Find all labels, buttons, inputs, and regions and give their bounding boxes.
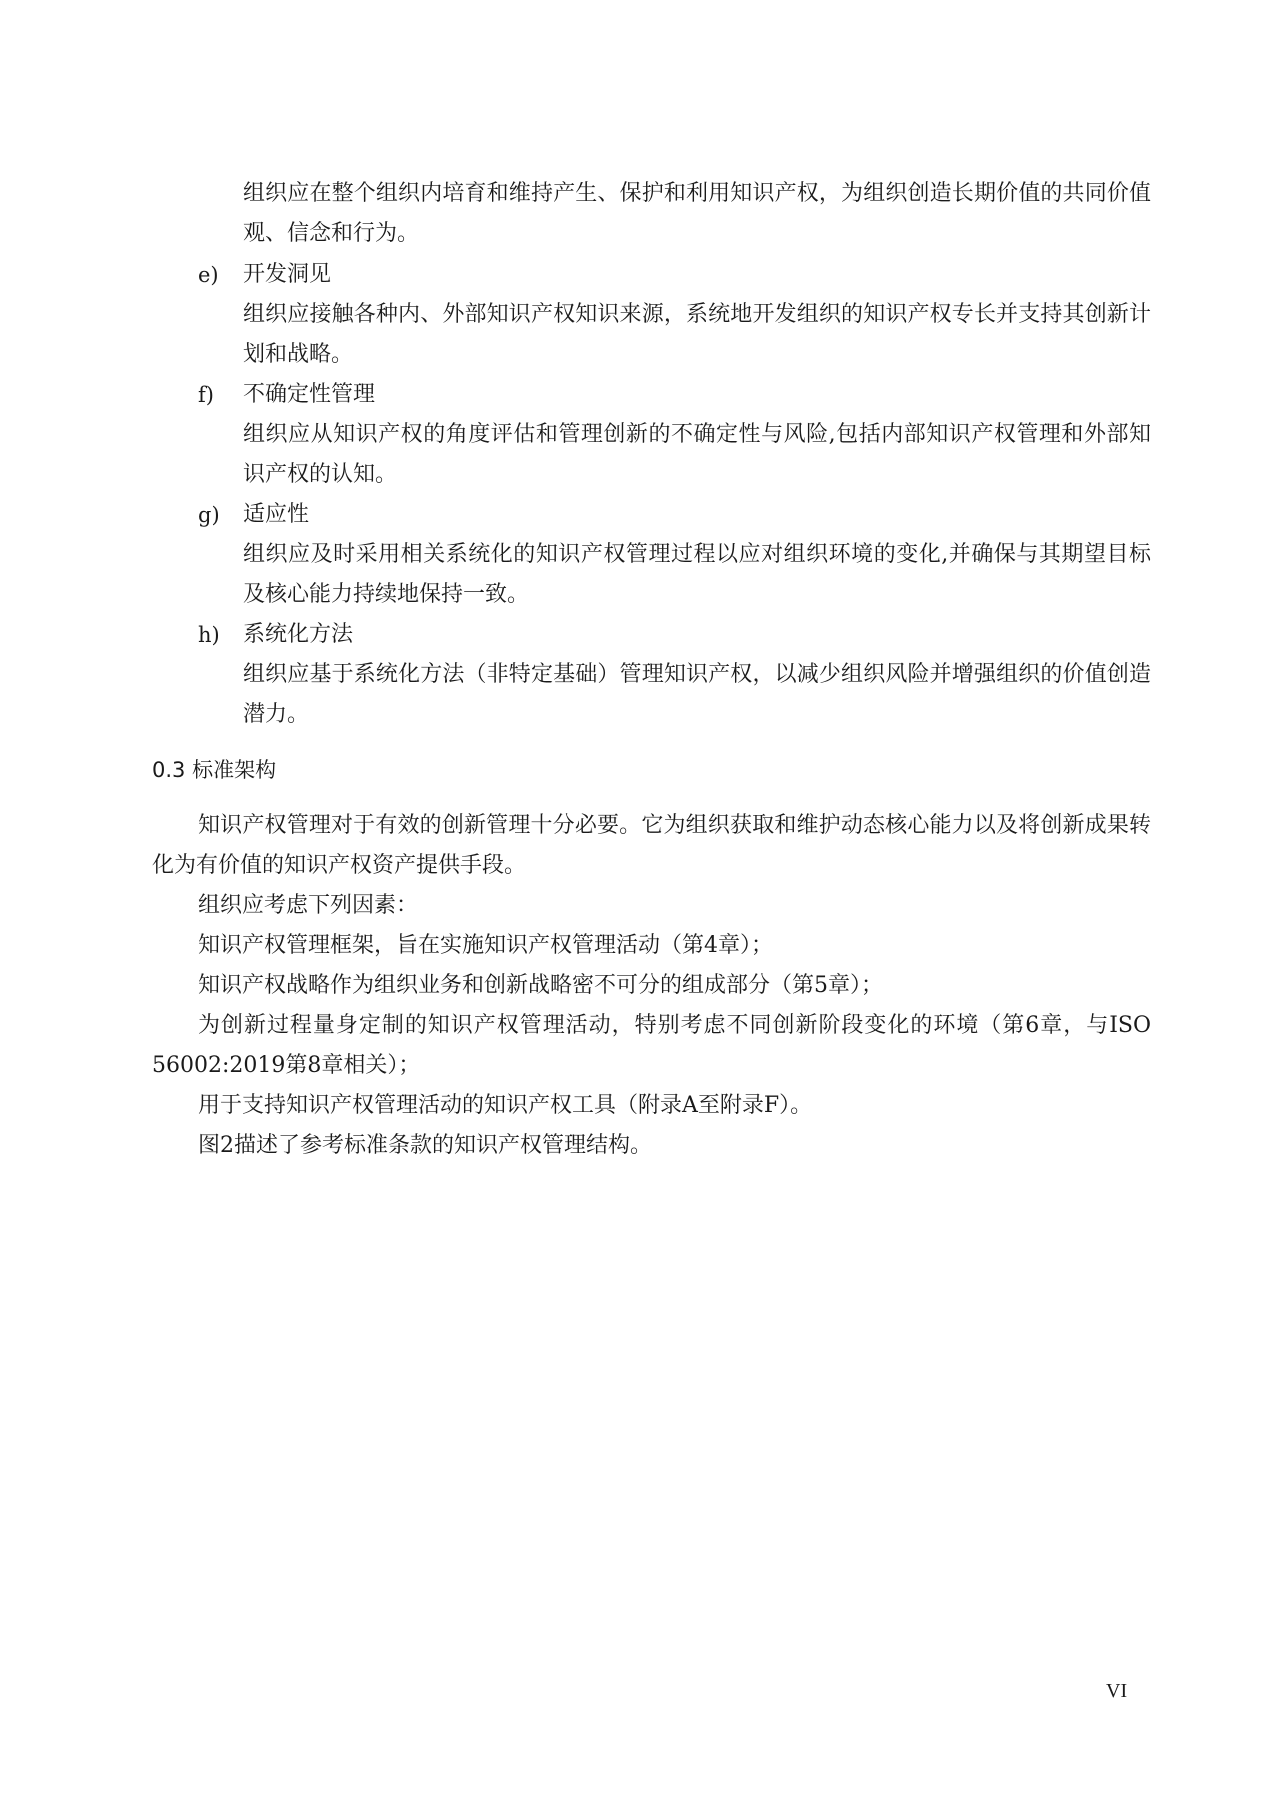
section-paragraph-line: 知识产权管理对于有效的创新管理十分必要。它为组织获取和维护动态核心能力以及将创新成果转 bbox=[198, 813, 1151, 838]
factor-item-continuation: 56002:2019第8章相关）； bbox=[152, 1053, 421, 1078]
figure-reference: 图2描述了参考标准条款的知识产权管理结构。 bbox=[198, 1133, 652, 1158]
list-item-marker: f) bbox=[198, 383, 214, 407]
page-number: VI bbox=[1106, 1680, 1128, 1702]
list-item-title: 开发洞见 bbox=[243, 262, 332, 287]
factor-item: 用于支持知识产权管理活动的知识产权工具（附录A至附录F）。 bbox=[198, 1093, 813, 1118]
list-item-body-line: 及核心能力持续地保持一致。 bbox=[243, 582, 530, 607]
list-item-body-line: 组织应从知识产权的角度评估和管理创新的不确定性与风险,包括内部知识产权管理和外部知 bbox=[243, 422, 1151, 447]
list-item-body-line: 划和战略。 bbox=[243, 342, 354, 367]
list-item-body-line: 组织应接触各种内、外部知识产权知识来源，系统地开发组织的知识产权专长并支持其创新计 bbox=[243, 302, 1151, 327]
section-heading: 0.3 标准架构 bbox=[152, 758, 277, 782]
intro-line-1: 组织应在整个组织内培育和维持产生、保护和利用知识产权，为组织创造长期价值的共同价值 bbox=[243, 181, 1151, 206]
factors-intro: 组织应考虑下列因素： bbox=[198, 893, 419, 918]
factor-item: 知识产权战略作为组织业务和创新战略密不可分的组成部分（第5章）； bbox=[198, 973, 883, 998]
list-item-title: 系统化方法 bbox=[243, 622, 354, 647]
factor-item: 知识产权管理框架，旨在实施知识产权管理活动（第4章）； bbox=[198, 933, 773, 958]
list-item-body-line: 识产权的认知。 bbox=[243, 462, 398, 487]
list-item-title: 不确定性管理 bbox=[243, 382, 376, 407]
list-item-body-line: 潜力。 bbox=[243, 702, 310, 727]
section-paragraph-line: 化为有价值的知识产权资产提供手段。 bbox=[152, 853, 527, 878]
intro-line-2: 观、信念和行为。 bbox=[243, 221, 420, 246]
list-item-marker: g) bbox=[198, 503, 220, 527]
factor-item: 为创新过程量身定制的知识产权管理活动，特别考虑不同创新阶段变化的环境（第6章，与ISO bbox=[198, 1013, 1151, 1038]
list-item-body-line: 组织应基于系统化方法（非特定基础）管理知识产权，以减少组织风险并增强组织的价值创造 bbox=[243, 662, 1151, 687]
list-item-body-line: 组织应及时采用相关系统化的知识产权管理过程以应对组织环境的变化,并确保与其期望目标 bbox=[243, 542, 1151, 567]
list-item-title: 适应性 bbox=[243, 502, 310, 527]
list-item-marker: e) bbox=[198, 263, 219, 287]
list-item-marker: h) bbox=[198, 623, 220, 647]
